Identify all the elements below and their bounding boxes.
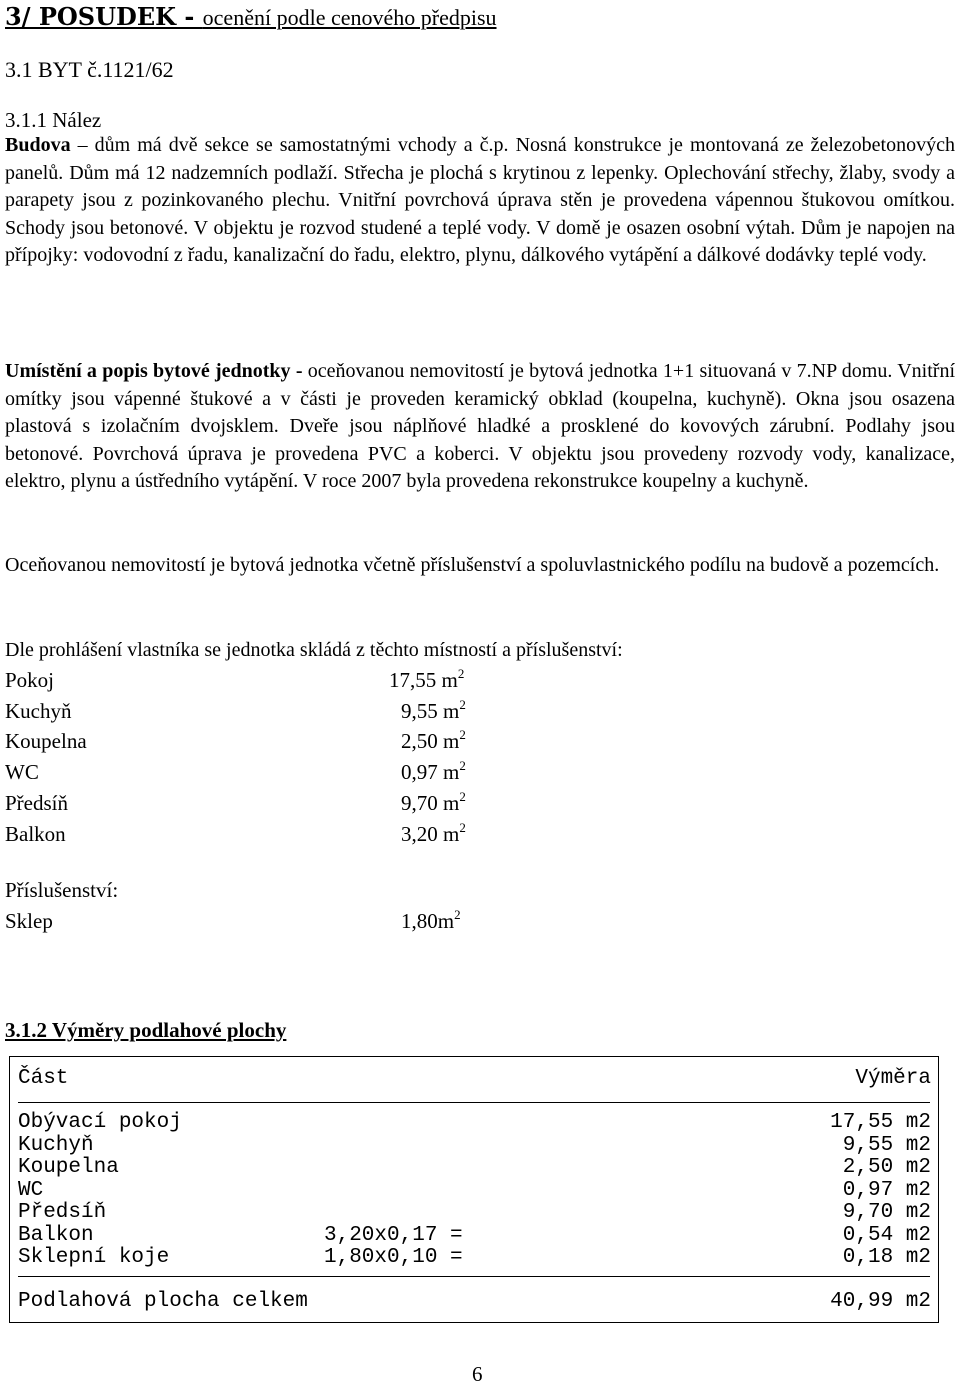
subheading-unit: 3.1 BYT č.1121/62 [5, 57, 174, 82]
unit-description: Umístění a popis bytové jednotky - oceňovanou nemovitostí je bytová jednotka 1+1 situovaná v 7.NP domu. Vnitřní omítky jsou vápenné štukové a v části je proveden keramický obklad (koupelna, kuchyně). Okna jsou osazena plastová s izolačním dvojsklem. Dveře jsou náplňové hladké a prosklené do kovových zárubní. Podlahy jsou betonové. Povrchová úprava je provedena PVC a koberci. V objektu jsou provedeny rozvody vody, kanalizace, elektro, plynu a ústředního vytápění. V roce 2007 byla provedena rekonstrukce koupelny a kuchyně. [5, 360, 956, 492]
table-row-calc: 3,20x0,17 = [324, 1224, 463, 1247]
room-item: Předsíň 9,70 $m^2$ [5, 789, 466, 815]
total-label: Podlahová plocha celkem [18, 1290, 308, 1313]
valuation-object: Oceňovanou nemovitostí je bytová jednotka včetně příslušenství a spoluvlastnického podílu na budově a pozemcích. [5, 554, 940, 576]
section-floor-area: 3.1.2 Výměry podlahové plochy [5, 1018, 287, 1042]
section-finding: 3.1.1 Nález [5, 108, 102, 132]
table-row-value: 17,55 m2 [830, 1111, 931, 1134]
table-row-value: 2,50 m2 [842, 1156, 931, 1179]
floor-area-table [9, 1056, 939, 1323]
total-divider [18, 1276, 930, 1277]
table-row-value: 0,18 m2 [842, 1246, 931, 1269]
page-number: 6 [472, 1362, 483, 1386]
table-row-name: Balkon [18, 1224, 94, 1247]
table-row-name: Koupelna [18, 1156, 119, 1179]
total-value: 40,99 m2 [830, 1290, 931, 1313]
room-item: Pokoj 17,55 $m^2$ [5, 666, 465, 692]
table-row-value: 0,97 m2 [842, 1179, 931, 1202]
column-header-part: Část [18, 1067, 69, 1090]
table-row-name: Kuchyň [18, 1134, 94, 1157]
owner-declaration: Dle prohlášení vlastníka se jednotka skládá z těchto místností a příslušenství: [5, 639, 623, 661]
table-row-calc: 1,80x0,10 = [324, 1246, 463, 1269]
accessories-label: Příslušenství: [5, 878, 119, 902]
table-row-value: 9,70 m2 [842, 1201, 931, 1224]
table-row-value: 0,54 m2 [842, 1224, 931, 1247]
table-row-name: Sklepní koje [18, 1246, 170, 1269]
room-item: Koupelna 2,50 $m^2$ [5, 727, 466, 753]
cellar-item: Sklep $1,80m^2$ [5, 907, 461, 933]
column-header-area: Výměra [855, 1067, 931, 1090]
building-description: Budova – dům má dvě sekce se samostatnými vchody a č.p. Nosná konstrukce je montovaná ze železobetonových panelů. Dům má 12 nadzemních podlaží. Střecha je plochá s krytinou z lepenky. Oplechování střechy, žlaby, svody a parapety jsou z pozinkovaného plechu. Vnitřní povrchová úprava stěn je provedena vápennou štukovou omítkou. Schody jsou betonové. V objektu je rozvod studené a teplé vody. V domě je osazen osobní výtah. Dům je napojen na přípojky: vodovodní z řadu, kanalizační do řadu, elektro, plynu, dálkového vytápění a dálkové dodávky teplé vody. [5, 134, 955, 266]
table-row-name: WC [18, 1179, 44, 1202]
room-item: WC 0,97 $m^2$ [5, 758, 466, 784]
room-item: Balkon 3,20 $m^2$ [5, 820, 466, 846]
table-row-name: Předsíň [18, 1201, 107, 1224]
header-divider [18, 1102, 930, 1103]
table-row-value: 9,55 m2 [842, 1134, 931, 1157]
room-item: Kuchyň 9,55 $m^2$ [5, 697, 466, 723]
table-row-name: Obývací pokoj [18, 1111, 182, 1134]
main-heading: 3/ POSUDEK - ocenění podle cenového předpisu [5, 2, 497, 31]
